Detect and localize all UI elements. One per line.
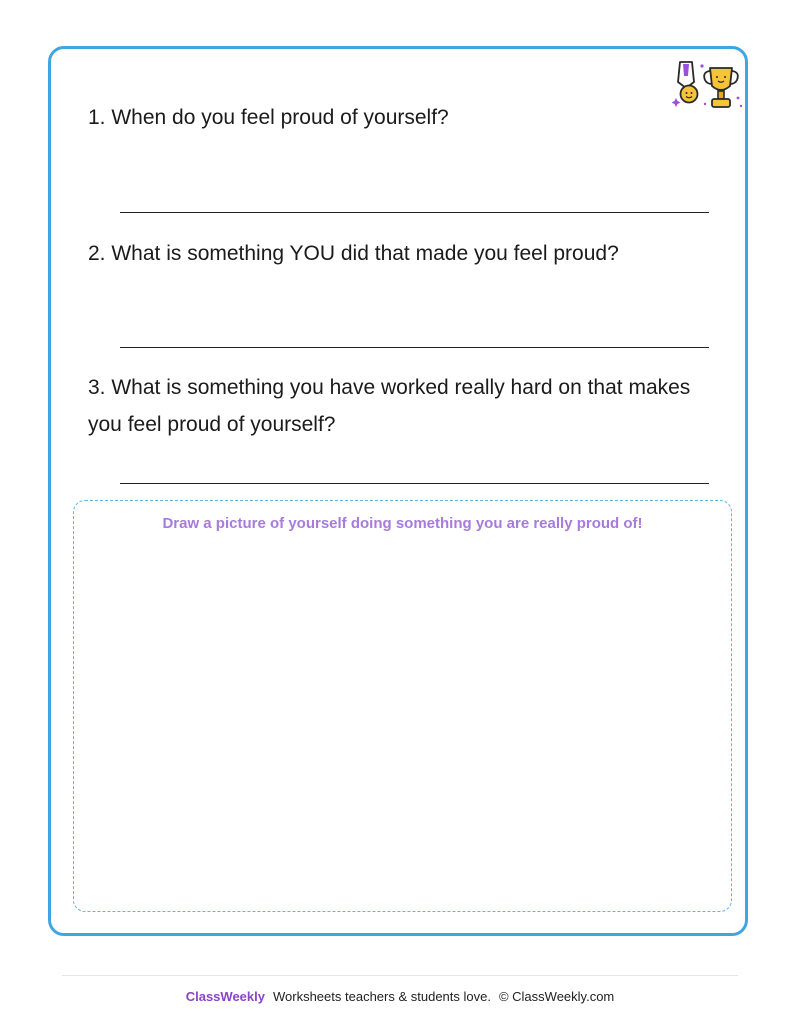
medal-icon <box>678 62 698 103</box>
footer <box>0 989 800 1004</box>
answer-line-1[interactable] <box>120 212 709 213</box>
footer-divider <box>62 975 738 976</box>
answer-line-2[interactable] <box>120 347 709 348</box>
question-3: 3. What is something you have worked really hard on that makes you feel proud of yourself? <box>88 376 691 436</box>
drawing-prompt: Draw a picture of yourself doing something you are really proud of! <box>162 515 643 532</box>
question-2: 2. What is something YOU did that made you feel proud? <box>88 242 619 265</box>
drawing-area[interactable] <box>73 500 732 912</box>
footer-copyright: © ClassWeekly.com <box>498 989 615 1004</box>
question-1: 1. When do you feel proud of yourself? <box>88 106 449 129</box>
footer-brand: ClassWeekly <box>185 989 265 1004</box>
footer-tagline: Worksheets teachers & students love. <box>272 989 491 1004</box>
answer-line-3[interactable] <box>120 483 709 484</box>
